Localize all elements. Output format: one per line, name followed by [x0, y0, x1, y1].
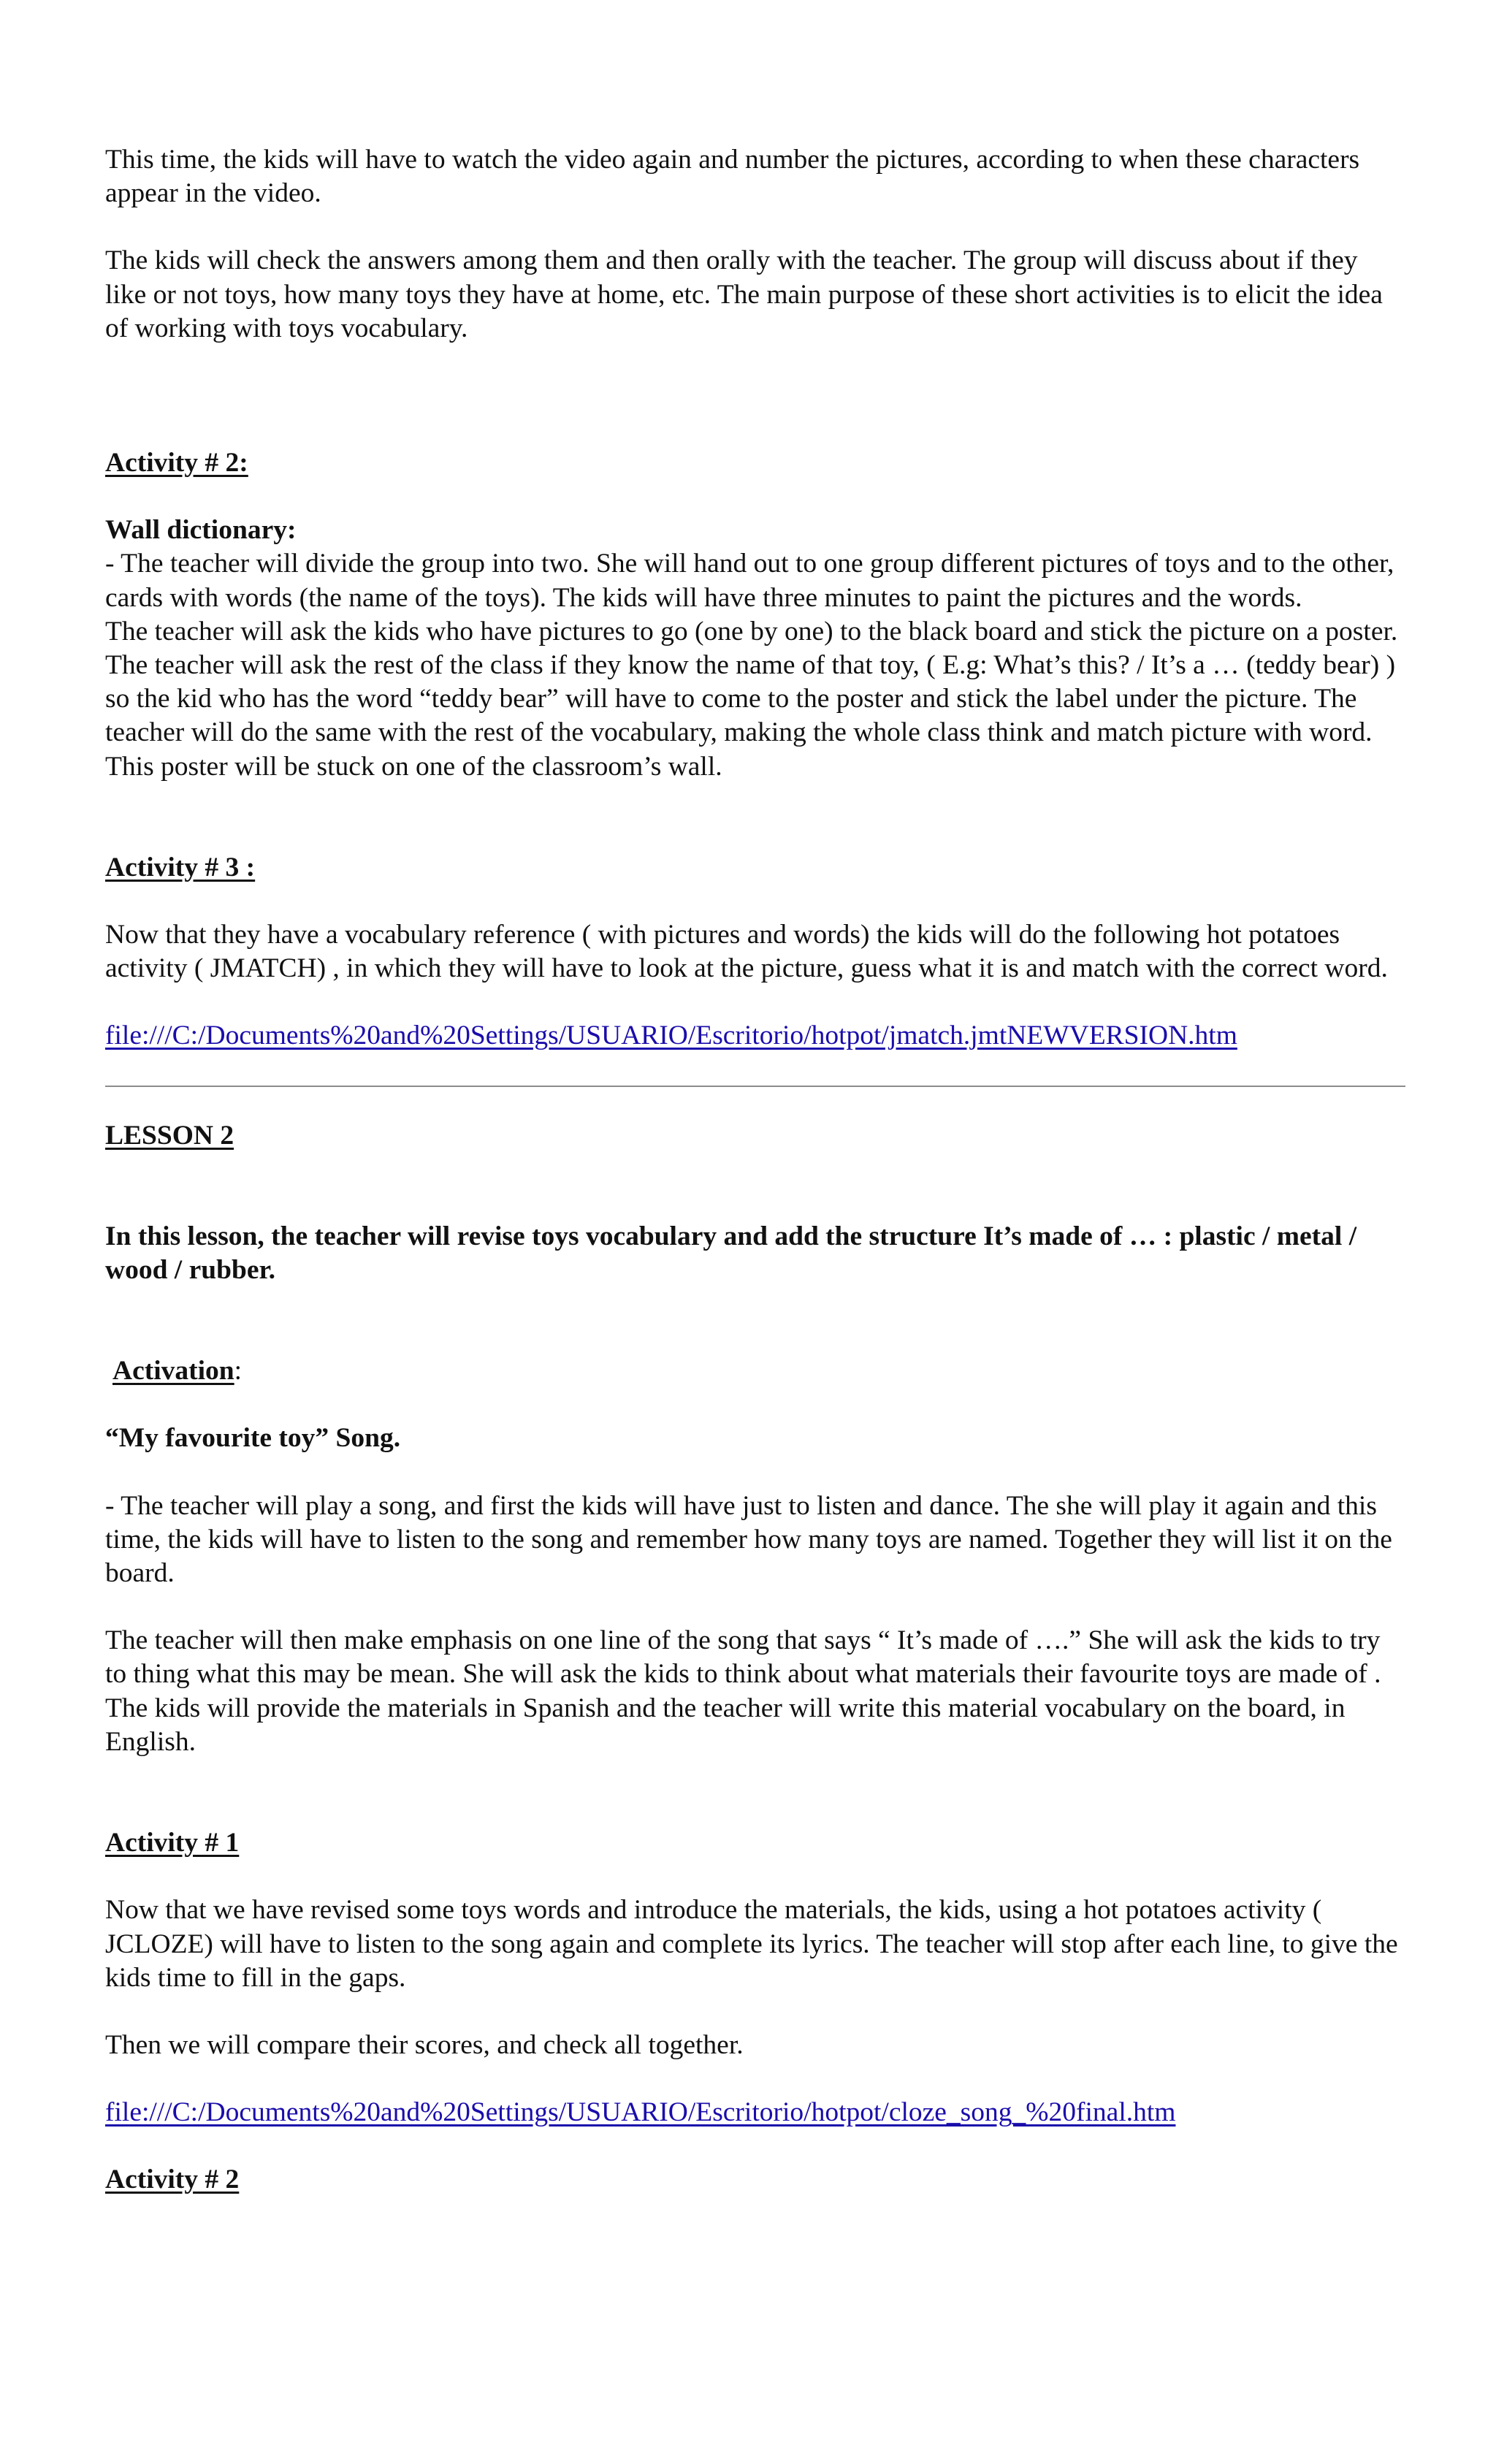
- lesson-2-paragraph-1: - The teacher will play a song, and first the kids will have just to listen and dance. The she will play it again and this time, the kids will have to listen to the song and remember how many toys are named. Together they will list it on the board.: [105, 1490, 1392, 1589]
- activity-3-heading: Activity # 3 :: [105, 852, 256, 882]
- intro-paragraph-2: The kids will check the answers among them and then orally with the teacher. The group will discuss about if they like or not toys, how many toys they have at home, etc. The main purpose of these short activities is to elicit the idea of working with toys vocabulary.: [105, 245, 1383, 343]
- lesson-2-heading: LESSON 2: [105, 1120, 234, 1151]
- activity-2-heading: Activity # 2:: [105, 448, 248, 478]
- intro-paragraph-1: This time, the kids will have to watch the video again and number the pictures, according to when these characters appear in the video.: [105, 145, 1360, 209]
- jmatch-link[interactable]: file:///C:/Documents%20and%20Settings/USUARIO/Escritorio/hotpot/jmatch.jmtNEWVERSION.htm: [105, 1021, 1237, 1051]
- lesson-2-activity-1-heading: Activity # 1: [105, 1828, 240, 1858]
- activity-2-paragraph-1: - The teacher will divide the group into two. She will hand out to one group different pictures of toys and to the other, cards with words (the name of the toys). The kids will have three minutes to paint the pictures and the words.: [105, 549, 1394, 613]
- activity-2-paragraph-2: The teacher will ask the kids who have pictures to go (one by one) to the black board and stick the picture on a poster. The teacher will ask the rest of the class if they know the name of that toy, ( E.g: What’s this? / It’s a … (teddy bear) ) so the kid who has the word “teddy bear” will have to come to the poster and stick the label under the picture. The teacher will do the same with the rest of the vocabulary, making the whole class think and match picture with word.: [105, 616, 1398, 748]
- activity-3-paragraph-1: Now that they have a vocabulary reference ( with pictures and words) the kids will do the following hot potatoes activity ( JMATCH) , in which they will have to look at the picture, guess what it is and match with the correct word.: [105, 920, 1388, 984]
- activation-label: Activation: [112, 1356, 234, 1387]
- lesson-2-paragraph-2: The teacher will then make emphasis on one line of the song that says “ It’s made of ….” She will ask the kids to try to thing what this may be mean. She will ask the kids to think about what materials their favourite toys are made of . The kids will provide the materials in Spanish and the teacher will write this material vocabulary on the board, in English.: [105, 1625, 1381, 1757]
- cloze-song-link[interactable]: file:///C:/Documents%20and%20Settings/USUARIO/Escritorio/hotpot/cloze_song_%20final.htm: [105, 2097, 1176, 2128]
- activation-colon: :: [234, 1356, 243, 1387]
- lesson-2-activity-1-paragraph-1: Now that we have revised some toys words and introduce the materials, the kids, using a hot potatoes activity ( JCLOZE) will have to listen to the song again and complete its lyrics. The teacher will stop after each line, to give the kids time to fill in the gaps.: [105, 1895, 1398, 1993]
- activation-heading: [105, 1354, 1405, 1388]
- activity-2-paragraph-3: This poster will be stuck on one of the classroom’s wall.: [105, 751, 722, 782]
- lesson-2-activity-2-heading: Activity # 2: [105, 2164, 240, 2195]
- section-divider: [105, 1086, 1405, 1087]
- document-page: [105, 143, 1405, 2197]
- lesson-2-activity-1-paragraph-2: Then we will compare their scores, and check all together.: [105, 2029, 744, 2060]
- wall-dictionary-heading: Wall dictionary:: [105, 515, 297, 546]
- song-title: “My favourite toy” Song.: [105, 1423, 401, 1454]
- lesson-2-intro: In this lesson, the teacher will revise toys vocabulary and add the structure It’s made of … : plastic / metal / wood / rubber.: [105, 1221, 1357, 1286]
